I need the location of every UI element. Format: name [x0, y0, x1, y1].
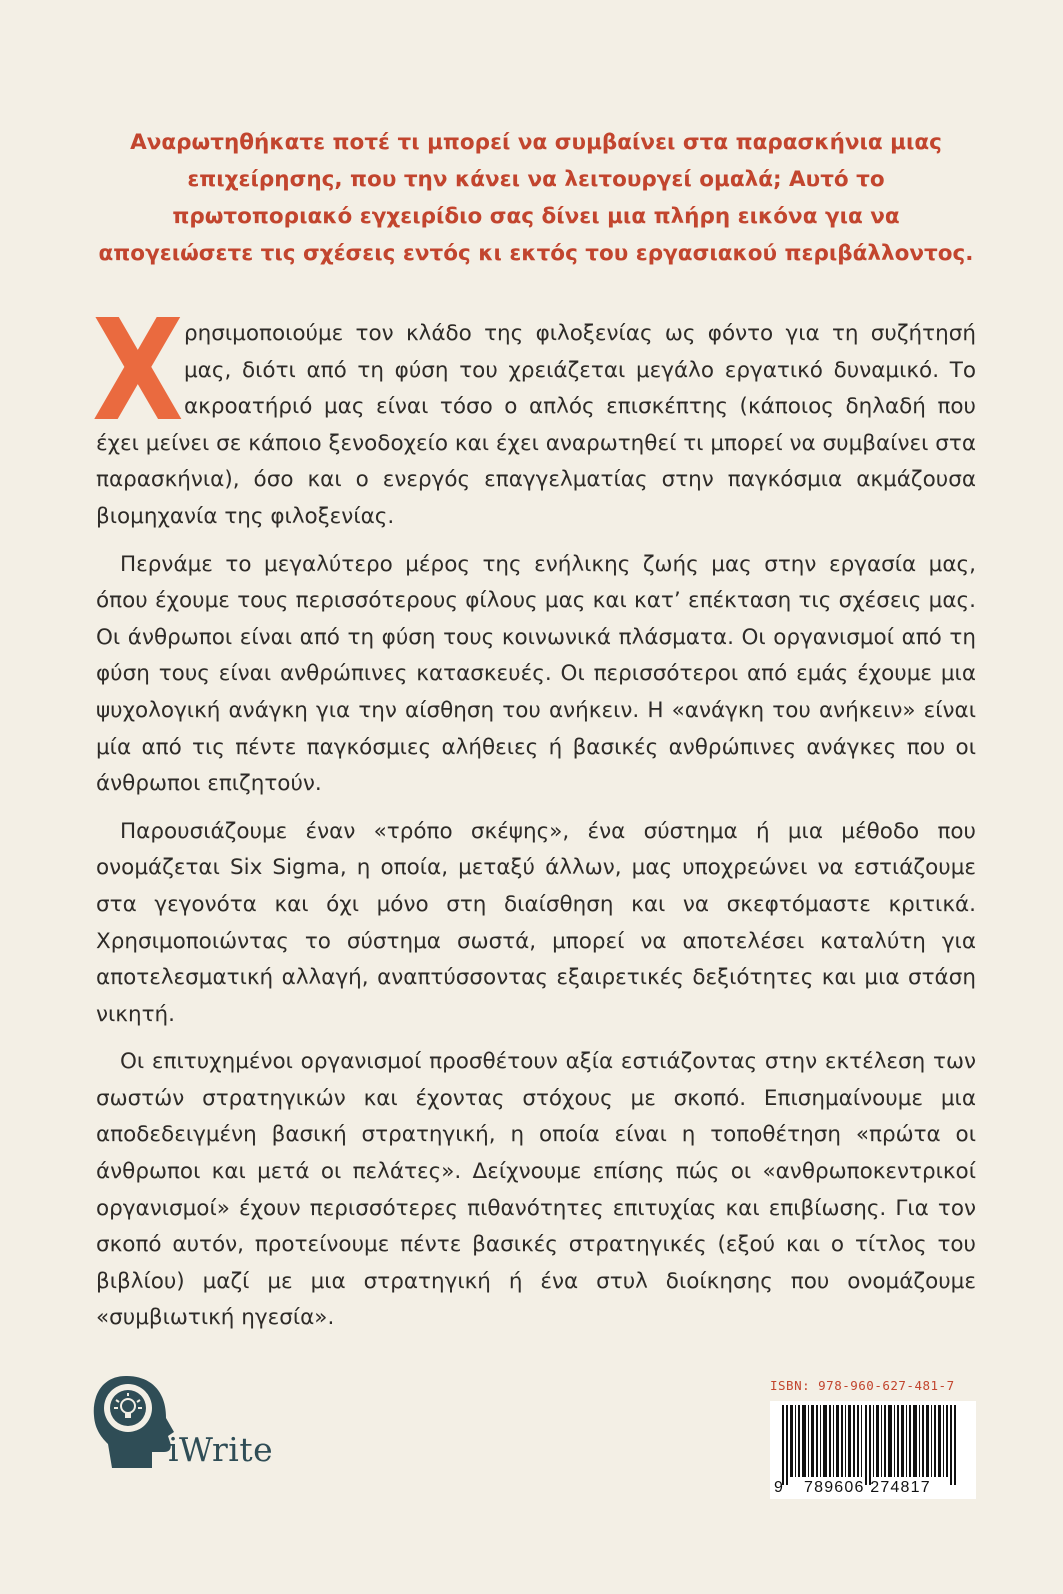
publisher-name: iWrite	[168, 1430, 274, 1469]
barcode-lead-digit: 9	[774, 1479, 783, 1496]
paragraph-1-text: ρησιμοποιούμε τον κλάδο της φιλοξενίας ως φόντο για τη συζήτησή μας, διότι από τη φύση του χρειάζεται μεγάλο εργατικό δυναμικό. Το ακροατήριό μας είναι τόσο ο απλός επισκέπτης (κάποιος δηλαδή που έχει μείνει σε κάποιο ξενοδοχείο και έχει αναρωτηθεί τι μπορεί να συμβαίνει στα παρασκήνια), όσο και ο ενεργός επαγγελματίας στην παγκόσμια ακμάζουσα βιομηχανία της φιλοξενίας.	[96, 321, 976, 529]
isbn-label: ISBN: 978-960-627-481-7	[770, 1378, 955, 1393]
paragraph-4: Οι επιτυχημένοι οργανισμοί προσθέτουν αξία εστιάζοντας στην εκτέλεση των σωστών στρατηγικών και έχοντας στόχους με σκοπό. Επισημαίνουμε μια αποδεδειγμένη βασική στρατηγική, η οποία είναι η τοποθέτηση «πρώτα οι άνθρωποι και μετά οι πελάτες». Δείχνουμε επίσης πώς οι «ανθρωποκεντρικοί οργανισμοί» έχουν περισσότερες πιθανότητες επιτυχίας και επιβίωσης. Για τον σκοπό αυτόν, προτείνουμε πέντε βασικές στρατηγικές (εξού και ο τίτλος του βιβλίου) μαζί με μια στρατηγική ή ένα στυλ διοίκησης που ονομάζουμε «συμβιωτική ηγεσία».	[96, 1049, 976, 1331]
drop-cap: Χ	[92, 290, 184, 453]
paragraph-1	[92, 290, 976, 536]
intro-blurb: Αναρωτηθήκατε ποτέ τι μπορεί να συμβαίνει στα παρασκήνια μιας επιχείρησης, που την κάνει να λειτουργεί ομαλά; Αυτό το πρωτοποριακό εγχειρίδιο σας δίνει μια πλήρη εικόνα για να απογειώσετε τις σχέσεις εντός κι εκτός του εργασιακού περιβάλλοντος.	[98, 130, 974, 266]
paragraph-3: Παρουσιάζουμε έναν «τρόπο σκέψης», ένα σύστημα ή μια μέθοδο που ονομάζεται Six Sigma, η οποία, μεταξύ άλλων, μας υποχρεώνει να εστιάζουμε στα γεγονότα και όχι μόνο στη διαίσθηση και να σκεφτόμαστε κριτικά. Χρησιμοποιώντας το σύστημα σωστά, μπορεί να αποτελέσει καταλύτη για αποτελεσματική αλλαγή, αναπτύσσοντας εξαιρετικές δεξιότητες και μια στάση νικητή.	[96, 818, 976, 1027]
barcode-digits: 789606 274817	[804, 1479, 931, 1496]
paragraph-2: Περνάμε το μεγαλύτερο μέρος της ενήλικης ζωής μας στην εργασία μας, όπου έχουμε τους περισσότερους φίλους μας και κατ’ επέκταση τις σχέσεις μας. Οι άνθρωποι είναι από τη φύση τους κοινωνικά πλάσματα. Οι οργανισμοί από τη φύση τους είναι ανθρώπινες κατασκευές. Οι περισσότεροι από εμάς έχουμε μια ψυχολογική ανάγκη για την αίσθηση του ανήκειν. Η «ανάγκη του ανήκειν» είναι μία από τις πέντε παγκόσμιες αλήθειες ή βασικές ανθρώπινες ανάγκες που οι άνθρωποι επιζητούν.	[96, 551, 976, 797]
body-text	[92, 290, 976, 1348]
